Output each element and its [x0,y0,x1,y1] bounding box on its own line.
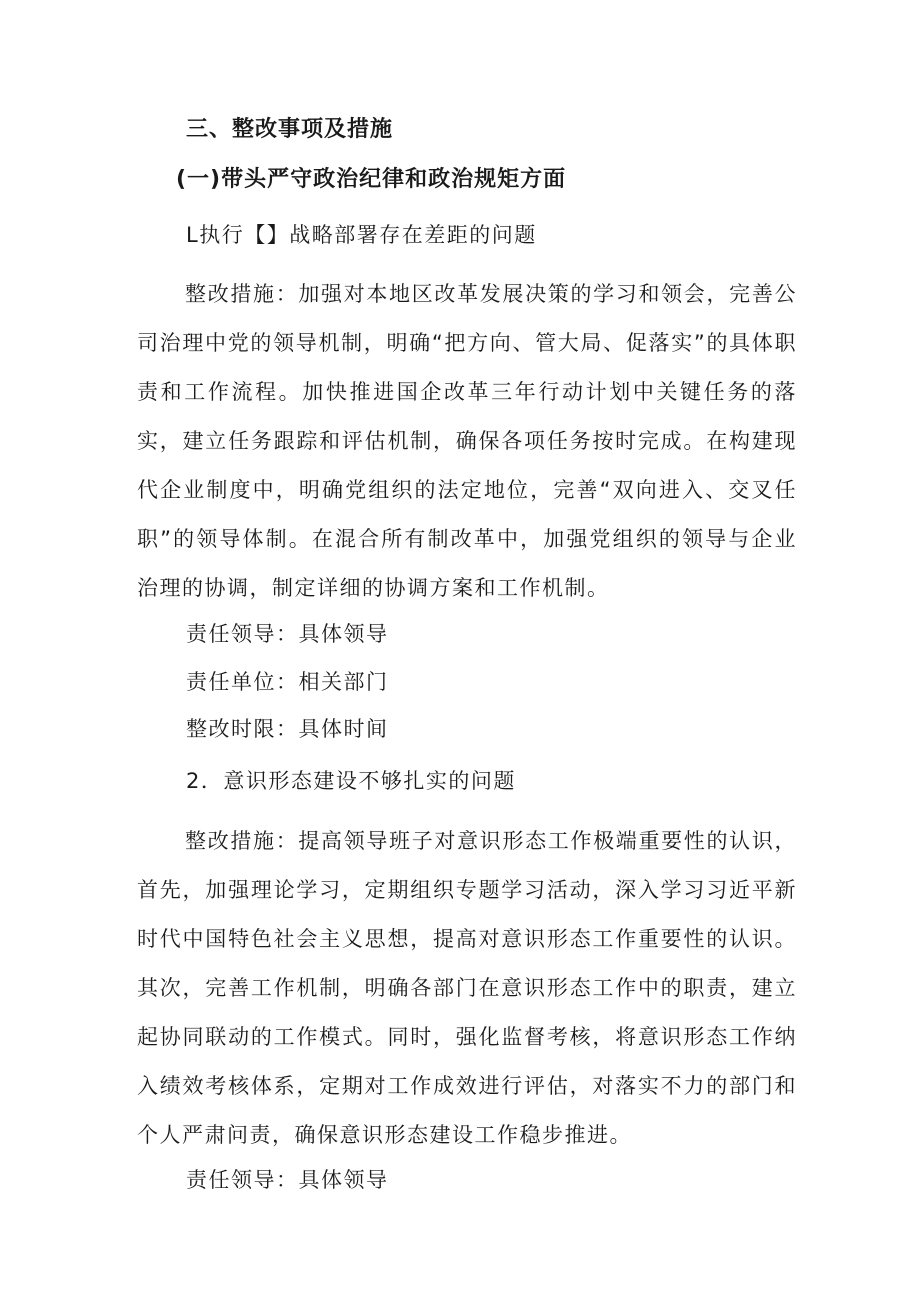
item1-responsible-unit: 责任单位：相关部门 [186,670,389,694]
item2-measures: 整改措施：提高领导班子对意识形态工作极端重要性的认识，首先，加强理论学习，定期组织专题学习活动，深入学习习近平新时代中国特色社会主义思想，提高对意识形态工作重要性的认识。其次，完善工作机制，明确各部门在意识形态工作中的职责，建立起协同联动的工作模式。同时，强化监督考核，将意识形态工作纳入绩效考核体系，定期对工作成效进行评估，对落实不力的部门和个人严肃问责，确保意识形态建设工作稳步推进。 [137,829,797,1147]
section-heading: 三、整改事项及措施 [186,117,394,142]
item1-deadline: 整改时限：具体时间 [186,717,389,741]
subsection-heading: (一)带头严守政治纪律和政治规矩方面 [176,167,567,192]
item2-title: 2．意识形态建设不够扎实的问题 [186,769,516,793]
item2-responsible-leader: 责任领导：具体领导 [186,1168,389,1192]
item1-responsible-leader: 责任领导：具体领导 [186,622,389,646]
item1-measures: 整改措施：加强对本地区改革发展决策的学习和领会，完善公司治理中党的领导机制，明确“把方向、管大局、促落实”的具体职责和工作流程。加快推进国企改革三年行动计划中关键任务的落实，建立任务跟踪和评估机制，确保各项任务按时完成。在构建现代企业制度中，明确党组织的法定地位，完善“双向进入、交叉任职”的领导体制。在混合所有制改革中，加强党组织的领导与企业治理的协调，制定详细的协调方案和工作机制。 [137,282,797,600]
item1-title: L执行【】战略部署存在差距的问题 [186,223,537,247]
